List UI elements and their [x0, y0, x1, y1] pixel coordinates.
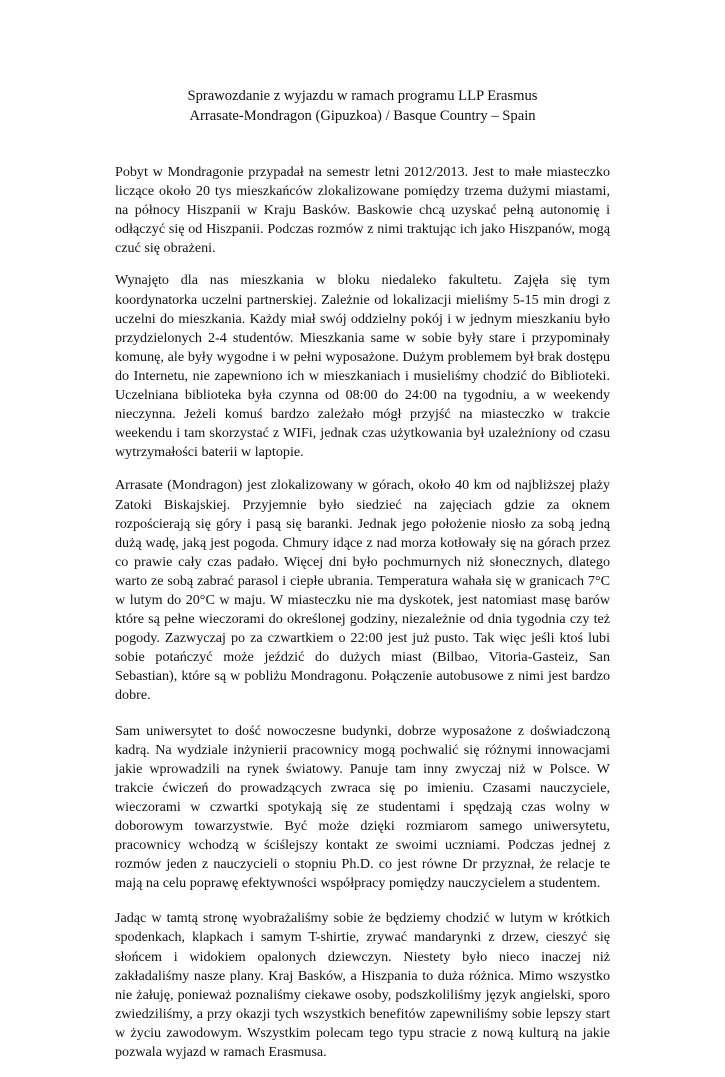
- paragraph-location-weather: Arrasate (Mondragon) jest zlokalizowany w górach, około 40 km od najbliższej plaży Zatoki Biskajskiej. Przyjemnie było siedzieć na zajęciach gdzie za oknem rozpościerają się góry i pasą się baranki. Jednak jego położenie niosło za sobą jedną dużą wadę, jaką jest pogoda. Chmury idące z nad morza kotłowały się na górach przez co prawie cały czas padało. Więcej dni było pochmurnych niż słonecznych, dlatego warto ze sobą zabrać parasol i ciepłe ubrania. Temperatura wahała się w granicach 7°C w lutym do 20°C w maju. W miasteczku nie ma dyskotek, jest natomiast masę barów które są pełne wieczorami do określonej godziny, niezależnie od dnia tygodnia czy też pogody. Zazwyczaj po za czwartkiem o 22:00 jest już pusto. Tak więc jeśli ktoś lubi sobie potańczyć może jeździć do dużych miast (Bilbao, Vitoria-Gasteiz, San Sebastian), które są w pobliżu Mondragonu. Połączenie autobusowe z nimi jest bardzo dobre.: [115, 477, 610, 704]
- document-title: [0, 86, 725, 126]
- title-line-1: Sprawozdanie z wyjazdu w ramach programu LLP Erasmus: [187, 88, 538, 104]
- paragraph-university: Sam uniwersytet to dość nowoczesne budynki, dobrze wyposażone z doświadczoną kadrą. Na wydziale inżynierii pracownicy mogą pochwalić się różnymi innowacjami jakie wprowadzili na rynek światowy. Panuje tam inny zwyczaj niż w Polsce. W trakcie ćwiczeń do prowadzących zwraca się po imieniu. Czasami nauczyciele, wieczorami w czwartki spotykają się ze studentami i spędzają czas wolny w doborowym towarzystwie. Być może dzięki rozmiarom samego uniwersytetu, pracownicy wchodzą w ściślejszy kontakt ze swoimi uczniami. Podczas jednej z rozmów jeden z nauczycieli o stopniu Ph.D. co jest równe Dr przyznał, że relacje te mają na celu poprawę efektywności współpracy pomiędzy nauczycielem a studentem.: [115, 722, 610, 892]
- document-body: [115, 163, 610, 1077]
- paragraph-accommodation-intro: Pobyt w Mondragonie przypadał na semestr letni 2012/2013. Jest to małe miasteczko liczące około 20 tys mieszkańców zlokalizowane pomiędzy trzema dużymi miastami, na północy Hiszpanii w Kraju Basków. Baskowie chcą uzyskać pełną autonomię i odłączyć się od Hiszpanii. Podczas rozmów z nimi traktując ich jako Hiszpanów, mogą czuć się obrażeni.: [115, 164, 610, 257]
- title-line-2: Arrasate-Mondragon (Gipuzkoa) / Basque Country – Spain: [189, 108, 536, 124]
- paragraph-conclusion: Jadąc w tamtą stronę wyobrażaliśmy sobie że będziemy chodzić w lutym w krótkich spodenkach, klapkach i samym T-shirtie, zrywać mandarynki z drzew, cieszyć się słońcem i widokiem opalonych dziewczyn. Niestety było nieco inaczej niż zakładaliśmy nasze plany. Kraj Basków, a Hiszpania to duża różnica. Mimo wszystko nie żałuję, ponieważ poznaliśmy ciekawe osoby, podszkoliliśmy język angielski, sporo zwiedziliśmy, a przy okazji tych wszystkich benefitów zapewniliśmy sobie lepszy start w życiu zawodowym. Wszystkim polecam tego typu stracie z nową kulturą na jakie pozwala wyjazd w ramach Erasmusa.: [115, 910, 610, 1061]
- paragraph-housing: Wynajęto dla nas mieszkania w bloku niedaleko fakultetu. Zajęła się tym koordynatorka uczelni partnerskiej. Zależnie od lokalizacji mieliśmy 5-15 min drogi z uczelni do mieszkania. Każdy miał swój oddzielny pokój i w jednym mieszkaniu było przydzielonych 2-4 studentów. Mieszkania same w sobie były stare i przypominały komunę, ale były wygodne i w pełni wyposażone. Dużym problemem był brak dostępu do Internetu, nie zapewniono ich w mieszkaniach i musieliśmy chodzić do Biblioteki. Uczelniana biblioteka była czynna od 08:00 do 24:00 na tygodniu, a w weekendy nieczynna. Jeżeli komuś bardzo zależało mógł przyjść na miasteczko w trakcie weekendu i tam skorzystać z WIFi, jednak czas użytkowania był uzależniony od czasu wytrzymałości baterii w laptopie.: [115, 272, 610, 461]
